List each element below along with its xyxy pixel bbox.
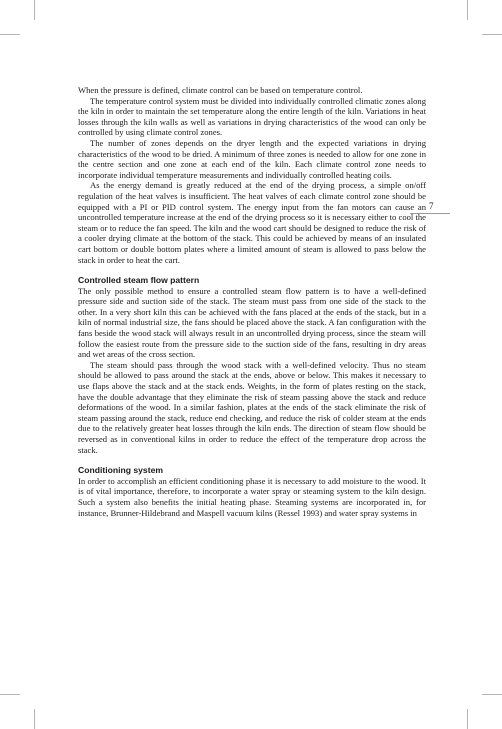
steam-flow-heading: Controlled steam flow pattern — [78, 275, 200, 286]
intro-paragraph: The number of zones depends on the dryer length and the expected variations in drying characteristics of the wood to be dried. A minimum of three zones is needed to allow for one zone in the centre section and one zone at each end of the kiln. Each climate control zone needs to incorporate individual temperature measurements and individually controlled heating coils. — [78, 137, 426, 180]
crop-mark — [34, 709, 35, 729]
intro-paragraph: The temperature control system must be divided into individually controlled climatic zones along the kiln in order to maintain the set temperature along the entire length of the kiln. Variations in heat losses through the kiln walls as well as variations in drying characteristics of the wood can only be controlled by using climate control zones. — [78, 95, 426, 138]
conditioning-heading: Conditioning system — [78, 465, 163, 476]
page-number: 7 — [429, 201, 434, 211]
steam-flow-paragraph: The steam should pass through the wood stack with a well-defined velocity. Thus no steam should be allowed to pass around the stack at the ends, above or below. This makes it necessary to use flaps above the stack and at the stack ends. Weights, in the form of plates resting on the stack, have the double advantage that they eliminate the risk of steam passing above the stack and reduce deformations of the wood. In a similar fashion, plates at the ends of the stack eliminate the risk of steam passing around the stack, reduce end checking, and reduce the risk of colder steam at the ends due to the relatively greater heat losses through the kiln ends. The direction of steam flow should be reversed as in conventional kilns in order to reduce the effect of the temperature drop across the stack. — [78, 359, 426, 455]
crop-mark — [467, 0, 468, 20]
intro-paragraph: When the pressure is defined, climate control can be based on temperature control. — [78, 85, 363, 95]
crop-mark — [34, 0, 35, 20]
conditioning-paragraph: In order to accomplish an efficient conditioning phase it is necessary to add moisture to the wood. It is of vital importance, therefore, to incorporate a water spray or steaming system to the kiln design. Such a system also benefits the initial heating phase. Steaming systems are incorporated in, for instance, Brunner-Hildebrand and Maspell vacuum kilns (Ressel 1993) and water spray systems in — [78, 475, 426, 518]
intro-paragraph: As the energy demand is greatly reduced at the end of the drying process, a simple on/off regulation of the heat valves is insufficient. The heat valves of each climate control zone should be equipped with a PI or PID control system. The energy input from the fan motors can cause an uncontrolled temperature increase at the end of the drying process so it is necessary either to cool the steam or to reduce the fan speed. The kiln and the wood cart should be designed to reduce the risk of a cooler drying climate at the bottom of the stack. This could be achieved by means of an insulated cart bottom or double bottom plates where a limited amount of steam is allowed to pass below the stack in order to heat the cart. — [78, 180, 426, 265]
steam-flow-paragraph: The only possible method to ensure a controlled steam flow pattern is to have a well-defined pressure side and suction side of the stack. The steam must pass from one side of the stack to the other. In a very short kiln this can be achieved with the fans placed at the ends of the stack, but in a kiln of normal industrial size, the fans should be placed above the stack. A fan configuration with the fans beside the wood stack will always result in an uncontrolled drying process, since the steam will follow the easiest route from the pressure side to the suction side of the fans, resulting in dry areas and wet areas of the cross section. — [78, 285, 426, 360]
crop-mark — [482, 34, 502, 35]
crop-mark — [467, 709, 468, 729]
crop-mark — [0, 34, 20, 35]
crop-mark — [482, 694, 502, 695]
crop-mark — [0, 694, 20, 695]
page-body — [78, 85, 426, 518]
